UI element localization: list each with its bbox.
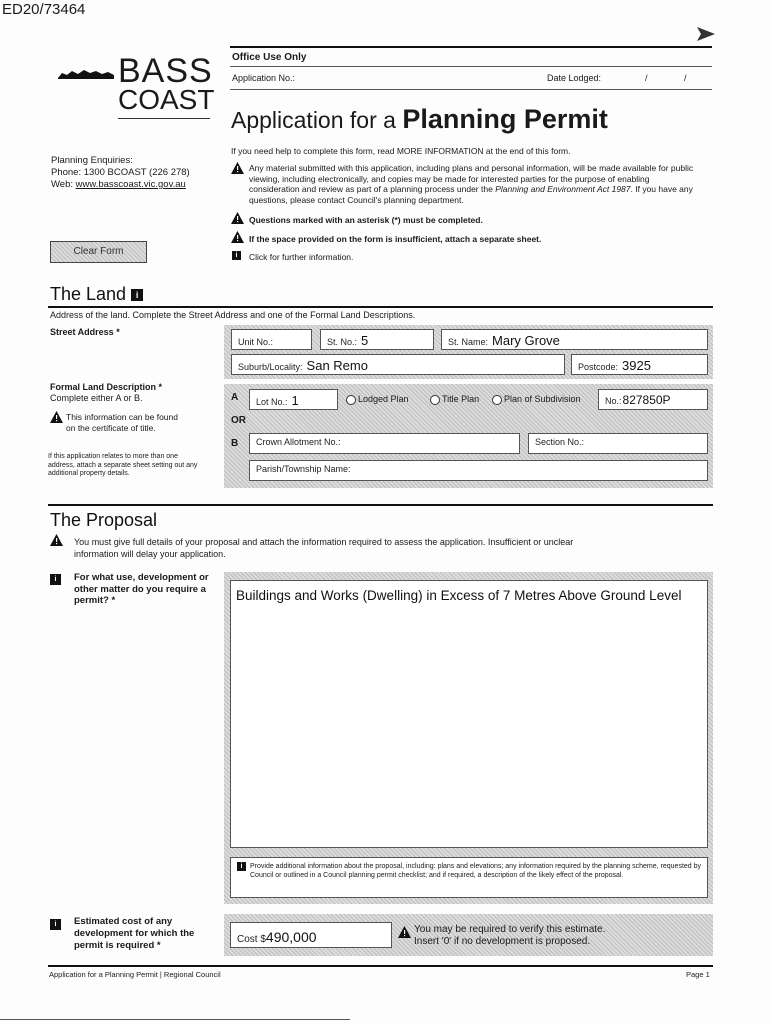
plan-no-value: 827850P — [622, 393, 671, 407]
info-icon[interactable]: i — [237, 862, 246, 871]
radio-lodged-label: Lodged Plan — [358, 394, 409, 404]
info-icon[interactable]: i — [50, 919, 61, 930]
st-name-value: Mary Grove — [492, 333, 560, 348]
or-label: OR — [231, 415, 246, 426]
st-no-value: 5 — [361, 333, 369, 348]
office-top-rule — [230, 46, 712, 48]
street-name-field[interactable] — [441, 329, 708, 350]
date-sep-1: / — [645, 73, 648, 83]
application-no-label: Application No.: — [232, 73, 296, 83]
web-link[interactable]: www.basscoast.vic.gov.au — [75, 179, 186, 190]
crown-label: Crown Allotment No.: — [256, 437, 341, 447]
radio-lodged-plan[interactable] — [346, 394, 409, 405]
date-sep-2: / — [684, 73, 687, 83]
title-prefix: Application for a — [231, 107, 396, 133]
radio-title-label: Title Plan — [442, 394, 480, 404]
suburb-label: Suburb/Locality: — [238, 362, 303, 372]
cost-field[interactable] — [230, 922, 392, 948]
certificate-note: This information can be found on the certificate of title. — [66, 412, 178, 433]
title-main: Planning Permit — [402, 104, 608, 134]
warning-icon — [398, 926, 411, 938]
info-icon[interactable]: i — [50, 574, 61, 585]
enquiries-web — [51, 179, 190, 191]
page-title — [231, 104, 608, 135]
help-note: If you need help to complete this form, read MORE INFORMATION at the end of this form. — [231, 146, 571, 156]
enquiries-label: Planning Enquiries: — [51, 155, 133, 166]
st-no-label: St. No.: — [327, 337, 358, 347]
permit-use-textarea[interactable]: Buildings and Works (Dwelling) in Excess of 7 Metres Above Ground Level — [230, 580, 708, 848]
street-no-field[interactable] — [320, 329, 434, 350]
logo-line1: BASS — [118, 52, 213, 90]
enquiries-phone: Phone: 1300 BCOAST (226 278) — [51, 167, 190, 178]
lot-label: Lot No.: — [256, 397, 288, 407]
estimated-cost-label: Estimated cost of any development for which the permit is required * — [74, 916, 195, 951]
option-a-label: A — [231, 392, 239, 403]
planning-enquiries — [51, 155, 190, 191]
clear-form-button[interactable]: Clear Form — [50, 241, 147, 263]
click-info-note: Click for further information. — [249, 252, 354, 262]
scan-edge — [0, 1019, 350, 1020]
unit-label: Unit No.: — [238, 337, 274, 347]
permit-use-question: For what use, development or other matter do you require a permit? * — [74, 572, 209, 606]
postcode-field[interactable] — [571, 354, 708, 375]
warning-icon — [231, 212, 244, 224]
info-icon[interactable]: i — [232, 251, 241, 260]
warning-icon — [231, 162, 244, 174]
radio-circle — [346, 395, 356, 405]
radio-circle — [430, 395, 440, 405]
arrow-icon — [697, 27, 717, 41]
section-label: Section No.: — [535, 437, 585, 447]
proposal-warning: You must give full details of your proposal and attach the information required to assess the application. Insufficient or unclear information will delay your application. — [74, 537, 574, 559]
unit-no-field[interactable] — [231, 329, 312, 350]
lot-value: 1 — [291, 393, 299, 408]
document-reference: ED20/73464 — [2, 1, 86, 18]
suburb-value: San Remo — [306, 358, 368, 373]
street-address-label: Street Address * — [50, 327, 120, 337]
warning-icon — [50, 411, 63, 423]
suburb-field[interactable] — [231, 354, 565, 375]
office-use-title: Office Use Only — [232, 52, 307, 63]
multi-address-note: If this application relates to more than one address, attach a separate sheet setting out any additional property details. — [48, 453, 198, 477]
parish-township-field[interactable] — [249, 460, 708, 481]
privacy-text: Any material submitted with this application, including plans and personal information, will be made available for public viewing, including electronically, and copies may be made for interested parties for the purpose of enabling consideration and review as part of a planning process under the — [249, 163, 694, 194]
postcode-value: 3925 — [622, 358, 651, 373]
asterisk-note: Questions marked with an asterisk (*) must be completed. — [249, 215, 483, 225]
privacy-act: Planning and Environment Act 1987 — [495, 184, 631, 194]
footer-page: Page 1 — [686, 970, 710, 979]
logo-line2: COAST — [118, 84, 215, 115]
formal-description-sub: Complete either A or B. — [50, 393, 143, 403]
cost-note — [414, 924, 605, 948]
land-rule — [48, 306, 713, 308]
crown-allotment-field[interactable] — [249, 433, 520, 454]
radio-subdiv-label: Plan of Subdivision — [504, 394, 581, 404]
warning-icon — [231, 231, 244, 243]
privacy-text-end: . If you have any questions, please contact Council's planning department. — [249, 184, 693, 205]
radio-circle — [492, 395, 502, 405]
radio-title-plan[interactable] — [430, 394, 479, 405]
st-name-label: St. Name: — [448, 337, 489, 347]
postcode-label: Postcode: — [578, 362, 619, 372]
footer-left: Application for a Planning Permit | Regional Council — [49, 970, 221, 979]
section-no-field[interactable] — [528, 433, 708, 454]
plan-no-label: No.: — [605, 396, 622, 406]
cost-note-line2: Insert '0' if no development is proposed. — [414, 936, 591, 947]
parish-label: Parish/Township Name: — [256, 464, 351, 474]
logo-underline — [118, 118, 210, 119]
web-label: Web: — [51, 179, 74, 190]
plan-number-field[interactable] — [598, 389, 708, 410]
section-title-land — [50, 284, 143, 305]
office-bottom-rule — [230, 89, 712, 90]
cost-prefix: Cost $ — [237, 934, 266, 945]
cost-value: 490,000 — [265, 929, 317, 945]
formal-description-label: Formal Land Description * — [50, 382, 163, 392]
additional-info-note: Provide additional information about the proposal, including: plans and elevations; any information required by the planning scheme, requested by Council or outlined in a Council planning permit checklist; and if required, a description of the likely effect of the proposal. — [250, 863, 702, 879]
warning-icon — [50, 534, 63, 546]
lot-no-field[interactable] — [249, 389, 338, 410]
land-title-text: The Land — [50, 284, 127, 304]
office-divider — [230, 66, 712, 67]
footer-rule — [48, 965, 713, 967]
logo-wave-icon — [58, 67, 114, 79]
option-b-label: B — [231, 438, 239, 449]
radio-plan-of-subdivision[interactable] — [492, 394, 581, 405]
space-note: If the space provided on the form is insufficient, attach a separate sheet. — [249, 234, 542, 244]
privacy-note — [249, 163, 699, 205]
land-intro: Address of the land. Complete the Street Address and one of the Formal Land Descriptions. — [50, 310, 416, 320]
cost-note-line1: You may be required to verify this estimate. — [414, 924, 606, 935]
info-icon[interactable]: i — [131, 289, 143, 301]
date-lodged-label: Date Lodged: — [547, 73, 602, 83]
bass-coast-logo — [58, 54, 218, 124]
section-title-proposal: The Proposal — [50, 510, 158, 530]
proposal-rule — [48, 504, 713, 506]
